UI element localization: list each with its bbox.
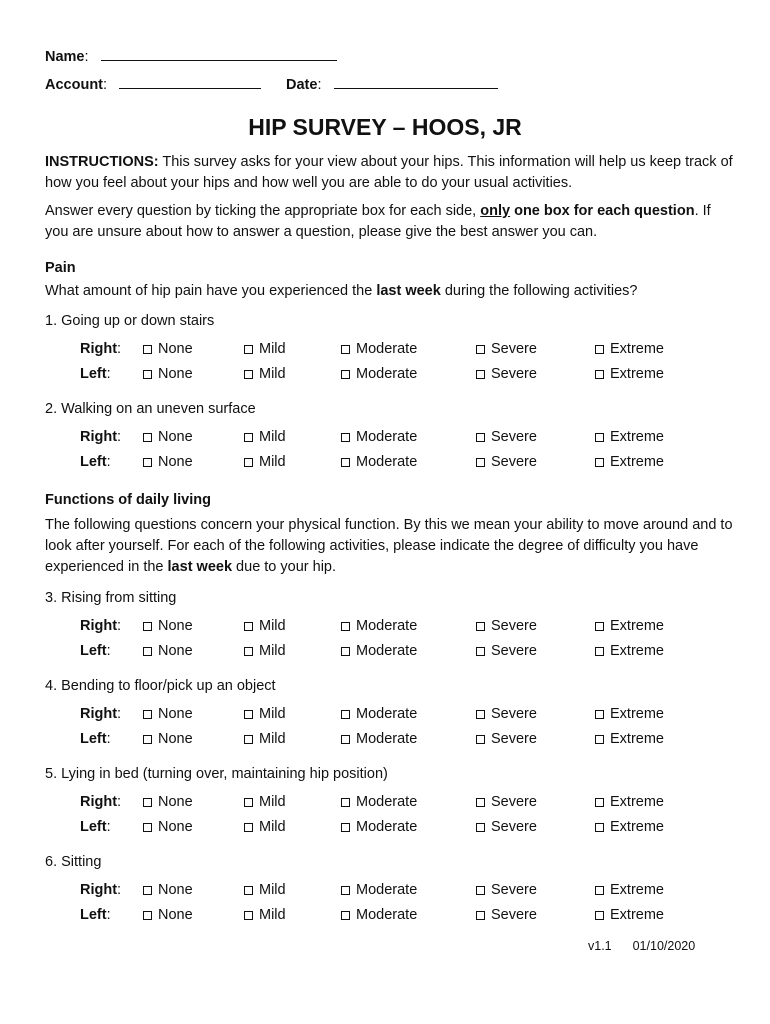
question-6-right-option-moderate[interactable]	[341, 882, 417, 898]
question-1-right-option-none[interactable]	[143, 341, 193, 357]
checkbox[interactable]	[143, 458, 152, 467]
option-label: Moderate	[356, 341, 418, 357]
question-6-right-option-extreme[interactable]	[595, 882, 664, 898]
option-label: Extreme	[610, 794, 664, 810]
option-label: Mild	[259, 731, 286, 747]
checkbox[interactable]	[595, 911, 604, 920]
option-label: Mild	[259, 429, 286, 445]
question-4-right-side-label	[80, 706, 121, 722]
checkbox[interactable]	[595, 622, 604, 631]
side-name: Right	[80, 882, 118, 898]
question-4-label: 4. Bending to floor/pick up an object	[45, 678, 276, 694]
question-5-right-option-severe[interactable]	[476, 794, 537, 810]
question-3-right-option-moderate[interactable]	[341, 618, 417, 634]
question-2-left-option-severe[interactable]	[476, 454, 537, 470]
checkbox[interactable]	[595, 370, 604, 379]
checkbox[interactable]	[476, 710, 485, 719]
question-6-left-option-mild[interactable]	[244, 907, 286, 923]
side-colon: :	[117, 618, 122, 634]
option-label: Moderate	[356, 907, 418, 923]
function-intro	[45, 515, 735, 578]
option-label: Extreme	[610, 819, 664, 835]
footer	[588, 939, 695, 953]
footer-version: v1.1	[588, 939, 612, 953]
option-label: Severe	[491, 366, 537, 382]
question-5-label: 5. Lying in bed (turning over, maintaining hip position)	[45, 766, 388, 782]
question-6-label: 6. Sitting	[45, 854, 102, 870]
option-label: Extreme	[610, 341, 664, 357]
checkbox[interactable]	[341, 798, 350, 807]
checkbox[interactable]	[143, 370, 152, 379]
side-name: Right	[80, 618, 118, 634]
option-label: None	[158, 882, 193, 898]
checkbox[interactable]	[595, 710, 604, 719]
checkbox[interactable]	[341, 886, 350, 895]
option-label: None	[158, 643, 193, 659]
checkbox[interactable]	[244, 911, 253, 920]
side-name: Left	[80, 907, 107, 923]
option-label: Mild	[259, 643, 286, 659]
option-label: Moderate	[356, 794, 418, 810]
checkbox[interactable]	[143, 823, 152, 832]
page-title: HIP SURVEY – HOOS, JR	[248, 114, 522, 140]
side-name: Right	[80, 341, 118, 357]
checkbox[interactable]	[143, 911, 152, 920]
date-field	[286, 74, 498, 93]
option-label: None	[158, 454, 193, 470]
side-name: Left	[80, 454, 107, 470]
question-3-right-option-extreme[interactable]	[595, 618, 664, 634]
account-field	[45, 74, 261, 93]
checkbox[interactable]	[341, 823, 350, 832]
option-label: Extreme	[610, 429, 664, 445]
checkbox[interactable]	[341, 433, 350, 442]
checkbox[interactable]	[476, 886, 485, 895]
question-4-right-option-moderate[interactable]	[341, 706, 417, 722]
name-field	[45, 46, 337, 65]
option-label: Severe	[491, 618, 537, 634]
question-3-right-option-none[interactable]	[143, 618, 193, 634]
instructions-label: INSTRUCTIONS:	[45, 154, 159, 170]
checkbox[interactable]	[476, 735, 485, 744]
question-1-right-option-severe[interactable]	[476, 341, 537, 357]
question-5-right-side-label	[80, 794, 121, 810]
name-colon: :	[84, 49, 89, 65]
checkbox[interactable]	[341, 647, 350, 656]
question-3-left-option-moderate[interactable]	[341, 643, 417, 659]
side-colon: :	[106, 731, 111, 747]
answer-only: only	[480, 203, 511, 219]
instructions-paragraph	[45, 152, 735, 194]
question-5-left-side-label	[80, 819, 111, 835]
checkbox[interactable]	[595, 735, 604, 744]
option-label: Moderate	[356, 618, 418, 634]
checkbox[interactable]	[476, 647, 485, 656]
side-colon: :	[117, 882, 122, 898]
question-2-left-option-moderate[interactable]	[341, 454, 417, 470]
option-label: Moderate	[356, 731, 418, 747]
question-3-left-side-label	[80, 643, 111, 659]
side-name: Left	[80, 643, 107, 659]
instructions-text: This survey asks for your view about your hips. This information will help us keep track of how you feel about your hips and how well you are able to do your usual activities.	[45, 154, 733, 191]
question-1-right-side-label	[80, 341, 121, 357]
side-name: Right	[80, 429, 118, 445]
checkbox[interactable]	[244, 710, 253, 719]
side-colon: :	[117, 429, 122, 445]
option-label: Severe	[491, 882, 537, 898]
option-label: Severe	[491, 706, 537, 722]
option-label: Mild	[259, 618, 286, 634]
pain-intro-post: during the following activities?	[440, 283, 638, 299]
question-2-left-side-label	[80, 454, 111, 470]
question-2-right-option-severe[interactable]	[476, 429, 537, 445]
function-heading: Functions of daily living	[45, 492, 211, 508]
checkbox[interactable]	[244, 798, 253, 807]
checkbox[interactable]	[476, 345, 485, 354]
option-label: Severe	[491, 731, 537, 747]
question-5-right-option-moderate[interactable]	[341, 794, 417, 810]
side-name: Left	[80, 819, 107, 835]
question-3-left-option-severe[interactable]	[476, 643, 537, 659]
option-label: Moderate	[356, 429, 418, 445]
option-label: Extreme	[610, 882, 664, 898]
date-input-line[interactable]	[334, 74, 498, 89]
question-3-left-option-extreme[interactable]	[595, 643, 664, 659]
question-1-left-side-label	[80, 366, 111, 382]
question-1-right-option-mild[interactable]	[244, 341, 286, 357]
function-intro-post: due to your hip.	[232, 559, 337, 575]
option-label: None	[158, 819, 193, 835]
name-input-line[interactable]	[101, 46, 337, 61]
checkbox[interactable]	[341, 370, 350, 379]
option-label: Mild	[259, 794, 286, 810]
checkbox[interactable]	[595, 345, 604, 354]
checkbox[interactable]	[143, 345, 152, 354]
question-5-left-option-severe[interactable]	[476, 819, 537, 835]
option-label: Moderate	[356, 454, 418, 470]
checkbox[interactable]	[244, 735, 253, 744]
option-label: None	[158, 618, 193, 634]
question-3-left-option-none[interactable]	[143, 643, 193, 659]
question-4-left-option-severe[interactable]	[476, 731, 537, 747]
checkbox[interactable]	[476, 798, 485, 807]
option-label: Severe	[491, 643, 537, 659]
checkbox[interactable]	[341, 710, 350, 719]
checkbox[interactable]	[143, 798, 152, 807]
side-name: Right	[80, 706, 118, 722]
question-1-label: 1. Going up or down stairs	[45, 313, 215, 329]
option-label: Mild	[259, 454, 286, 470]
checkbox[interactable]	[341, 622, 350, 631]
side-colon: :	[106, 643, 111, 659]
option-label: Moderate	[356, 819, 418, 835]
question-6-left-side-label	[80, 907, 111, 923]
question-1-right-option-moderate[interactable]	[341, 341, 417, 357]
answer-post: . If you are unsure about how to answer a question, please give the best answer you can.	[45, 203, 711, 240]
option-label: Mild	[259, 819, 286, 835]
question-5-right-option-none[interactable]	[143, 794, 193, 810]
answer-bold: one box for each question	[510, 203, 695, 219]
question-6-right-side-label	[80, 882, 121, 898]
option-label: Severe	[491, 794, 537, 810]
pain-intro	[45, 283, 637, 299]
option-label: Extreme	[610, 643, 664, 659]
option-label: Severe	[491, 819, 537, 835]
side-colon: :	[106, 366, 111, 382]
checkbox[interactable]	[244, 370, 253, 379]
option-label: Extreme	[610, 454, 664, 470]
question-1-left-option-extreme[interactable]	[595, 366, 664, 382]
checkbox[interactable]	[244, 433, 253, 442]
option-label: Extreme	[610, 731, 664, 747]
question-5-right-option-mild[interactable]	[244, 794, 286, 810]
side-colon: :	[106, 907, 111, 923]
question-6-left-option-extreme[interactable]	[595, 907, 664, 923]
question-3-right-option-severe[interactable]	[476, 618, 537, 634]
option-label: Extreme	[610, 907, 664, 923]
question-6-left-option-none[interactable]	[143, 907, 193, 923]
option-label: Moderate	[356, 366, 418, 382]
checkbox[interactable]	[595, 433, 604, 442]
account-label: Account	[45, 77, 103, 93]
option-label: Mild	[259, 341, 286, 357]
side-colon: :	[117, 341, 122, 357]
checkbox[interactable]	[341, 911, 350, 920]
question-2-right-option-extreme[interactable]	[595, 429, 664, 445]
side-colon: :	[117, 706, 122, 722]
checkbox[interactable]	[476, 911, 485, 920]
question-4-left-option-extreme[interactable]	[595, 731, 664, 747]
footer-date: 01/10/2020	[632, 939, 696, 953]
side-colon: :	[117, 794, 122, 810]
question-2-left-option-extreme[interactable]	[595, 454, 664, 470]
answer-instructions-paragraph	[45, 201, 735, 243]
checkbox[interactable]	[595, 886, 604, 895]
question-4-left-option-mild[interactable]	[244, 731, 286, 747]
date-colon: :	[317, 77, 322, 93]
side-colon: :	[106, 819, 111, 835]
function-intro-pre: The following questions concern your physical function. By this we mean your ability to move around and to look after yourself. For each of the following activities, please indicate the degree of difficulty you have experienced in the	[45, 517, 733, 575]
question-2-left-option-mild[interactable]	[244, 454, 286, 470]
option-label: None	[158, 429, 193, 445]
option-label: Extreme	[610, 706, 664, 722]
checkbox[interactable]	[143, 886, 152, 895]
question-3-right-option-mild[interactable]	[244, 618, 286, 634]
question-3-left-option-mild[interactable]	[244, 643, 286, 659]
checkbox[interactable]	[341, 458, 350, 467]
option-label: None	[158, 731, 193, 747]
account-colon: :	[103, 77, 108, 93]
question-2-right-side-label	[80, 429, 121, 445]
option-label: Mild	[259, 366, 286, 382]
side-name: Left	[80, 731, 107, 747]
checkbox[interactable]	[595, 823, 604, 832]
side-name: Left	[80, 366, 107, 382]
question-5-right-option-extreme[interactable]	[595, 794, 664, 810]
name-label: Name	[45, 49, 85, 65]
checkbox[interactable]	[143, 710, 152, 719]
option-label: Mild	[259, 706, 286, 722]
question-4-right-option-extreme[interactable]	[595, 706, 664, 722]
question-5-left-option-extreme[interactable]	[595, 819, 664, 835]
question-2-right-option-none[interactable]	[143, 429, 193, 445]
option-label: None	[158, 366, 193, 382]
date-label: Date	[286, 77, 318, 93]
question-4-left-side-label	[80, 731, 111, 747]
checkbox[interactable]	[595, 647, 604, 656]
checkbox[interactable]	[244, 886, 253, 895]
option-label: Moderate	[356, 643, 418, 659]
question-4-left-option-none[interactable]	[143, 731, 193, 747]
question-1-left-option-moderate[interactable]	[341, 366, 417, 382]
question-4-right-option-severe[interactable]	[476, 706, 537, 722]
side-colon: :	[106, 454, 111, 470]
checkbox[interactable]	[143, 622, 152, 631]
question-6-left-option-severe[interactable]	[476, 907, 537, 923]
checkbox[interactable]	[595, 798, 604, 807]
checkbox[interactable]	[244, 647, 253, 656]
option-label: Mild	[259, 907, 286, 923]
option-label: None	[158, 706, 193, 722]
option-label: Severe	[491, 341, 537, 357]
checkbox[interactable]	[476, 370, 485, 379]
checkbox[interactable]	[143, 735, 152, 744]
option-label: Severe	[491, 429, 537, 445]
question-4-left-option-moderate[interactable]	[341, 731, 417, 747]
checkbox[interactable]	[244, 458, 253, 467]
option-label: Moderate	[356, 706, 418, 722]
option-label: Severe	[491, 454, 537, 470]
answer-pre: Answer every question by ticking the appropriate box for each side,	[45, 203, 481, 219]
checkbox[interactable]	[341, 345, 350, 354]
option-label: Mild	[259, 882, 286, 898]
option-label: Extreme	[610, 366, 664, 382]
question-6-right-option-severe[interactable]	[476, 882, 537, 898]
checkbox[interactable]	[143, 433, 152, 442]
option-label: Severe	[491, 907, 537, 923]
question-2-label: 2. Walking on an uneven surface	[45, 401, 256, 417]
pain-heading: Pain	[45, 260, 76, 276]
question-6-right-option-none[interactable]	[143, 882, 193, 898]
side-name: Right	[80, 794, 118, 810]
pain-intro-bold: last week	[376, 283, 441, 299]
question-5-left-option-mild[interactable]	[244, 819, 286, 835]
pain-intro-pre: What amount of hip pain have you experienced the	[45, 283, 377, 299]
checkbox[interactable]	[244, 345, 253, 354]
option-label: None	[158, 907, 193, 923]
checkbox[interactable]	[595, 458, 604, 467]
question-1-left-option-severe[interactable]	[476, 366, 537, 382]
checkbox[interactable]	[476, 458, 485, 467]
option-label: Extreme	[610, 618, 664, 634]
question-3-right-side-label	[80, 618, 121, 634]
option-label: None	[158, 341, 193, 357]
option-label: None	[158, 794, 193, 810]
checkbox[interactable]	[476, 622, 485, 631]
question-1-left-option-none[interactable]	[143, 366, 193, 382]
checkbox[interactable]	[341, 735, 350, 744]
question-5-left-option-none[interactable]	[143, 819, 193, 835]
checkbox[interactable]	[476, 433, 485, 442]
function-intro-bold: last week	[167, 559, 233, 575]
question-2-left-option-none[interactable]	[143, 454, 193, 470]
question-1-left-option-mild[interactable]	[244, 366, 286, 382]
checkbox[interactable]	[143, 647, 152, 656]
question-2-right-option-mild[interactable]	[244, 429, 286, 445]
question-2-right-option-moderate[interactable]	[341, 429, 417, 445]
question-6-right-option-mild[interactable]	[244, 882, 286, 898]
question-6-left-option-moderate[interactable]	[341, 907, 417, 923]
checkbox[interactable]	[244, 622, 253, 631]
checkbox[interactable]	[244, 823, 253, 832]
question-1-right-option-extreme[interactable]	[595, 341, 664, 357]
question-3-label: 3. Rising from sitting	[45, 590, 177, 606]
checkbox[interactable]	[476, 823, 485, 832]
account-input-line[interactable]	[119, 74, 261, 89]
question-5-left-option-moderate[interactable]	[341, 819, 417, 835]
option-label: Moderate	[356, 882, 418, 898]
question-4-right-option-mild[interactable]	[244, 706, 286, 722]
question-4-right-option-none[interactable]	[143, 706, 193, 722]
